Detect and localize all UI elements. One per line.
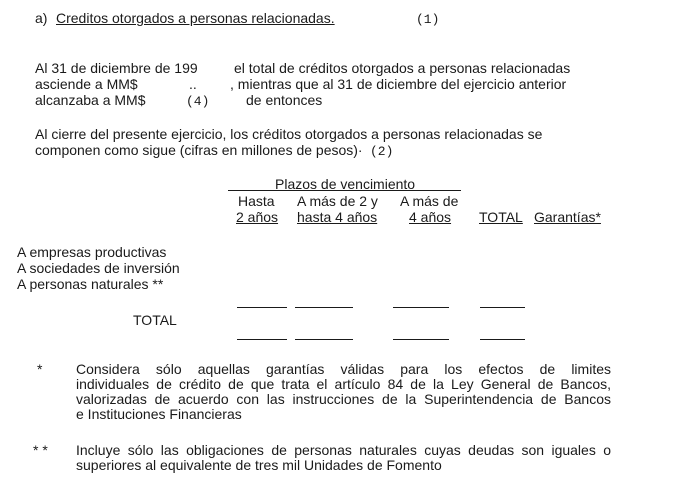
intro-line3-b: de entonces bbox=[246, 92, 323, 108]
col-mas4-line2: 4 años bbox=[409, 209, 452, 225]
intro-line3-note: (4) bbox=[186, 94, 210, 109]
intro-line1-a: Al 31 de diciembre de 199 bbox=[35, 60, 198, 76]
col-2a4-line1: A más de 2 y bbox=[297, 193, 378, 209]
footnote-line: individuales de crédito de que trata el artículo 84 de la Ley General de Bancos, bbox=[76, 376, 611, 392]
intro-line2-b: , mientras que al 31 de diciembre del ejercicio anterior bbox=[230, 76, 567, 92]
section-title-note: (1) bbox=[416, 12, 440, 27]
footnote-line: e Instituciones Financieras bbox=[76, 406, 242, 422]
section-title: Creditos otorgados a personas relacionadas. bbox=[56, 10, 335, 26]
footnote-line: Incluye sólo las obligaciones de personas naturales cuyas deudas son iguales o bbox=[76, 442, 611, 458]
col-garantias: Garantías* bbox=[534, 209, 601, 225]
total-rule-bottom-1 bbox=[237, 339, 287, 340]
group-header-rule bbox=[228, 190, 461, 191]
col-hasta-line2: 2 años bbox=[236, 209, 279, 225]
footnote-guarantees bbox=[0, 362, 700, 426]
total-rule-top-1 bbox=[237, 307, 287, 308]
col-mas4-line1: A más de bbox=[400, 193, 459, 209]
footnote-line: Considera sólo aquellas garantías válidas para los efectos de limites bbox=[76, 361, 611, 377]
row-label-empresas: A empresas productivas bbox=[17, 244, 167, 260]
col-hasta-line1: Hasta bbox=[238, 193, 275, 209]
intro-line3-a: alcanzaba a MM$ bbox=[35, 92, 146, 108]
composition-line1: Al cierre del presente ejercicio, los créditos otorgados a personas relacionadas se bbox=[35, 126, 543, 142]
footnote-line: valorizadas de acuerdo con las instrucciones de la Superintendencia de Bancos bbox=[76, 391, 611, 407]
footnote-marker: * bbox=[37, 361, 43, 377]
total-rule-top-3 bbox=[393, 307, 449, 308]
composition-note: (2) bbox=[370, 144, 394, 159]
intro-line1-b: el total de créditos otorgados a personas relacionadas bbox=[234, 60, 571, 76]
total-rule-bottom-3 bbox=[393, 339, 449, 340]
total-rule-bottom-4 bbox=[480, 339, 525, 340]
row-label-sociedades: A sociedades de inversión bbox=[17, 260, 180, 276]
group-header: Plazos de vencimiento bbox=[275, 176, 416, 192]
composition-line2: componen como sigue (cifras en millones de pesos)· bbox=[35, 142, 363, 158]
section-letter: a) bbox=[35, 10, 48, 26]
footnote-marker: * * bbox=[33, 442, 48, 458]
row-label-personas: A personas naturales ** bbox=[17, 276, 164, 292]
total-rule-top-4 bbox=[480, 307, 525, 308]
total-rule-bottom-2 bbox=[295, 339, 353, 340]
total-rule-top-2 bbox=[295, 307, 353, 308]
total-label: TOTAL bbox=[133, 312, 177, 328]
intro-line2-dots: .. bbox=[189, 76, 197, 92]
intro-line2-a: asciende a MM$ bbox=[35, 76, 138, 92]
col-total: TOTAL bbox=[479, 209, 523, 225]
footnote-line: superiores al equivalente de tres mil Unidades de Fomento bbox=[76, 457, 442, 473]
footnote-natural-persons bbox=[0, 443, 700, 475]
col-2a4-line2: hasta 4 años bbox=[297, 209, 378, 225]
